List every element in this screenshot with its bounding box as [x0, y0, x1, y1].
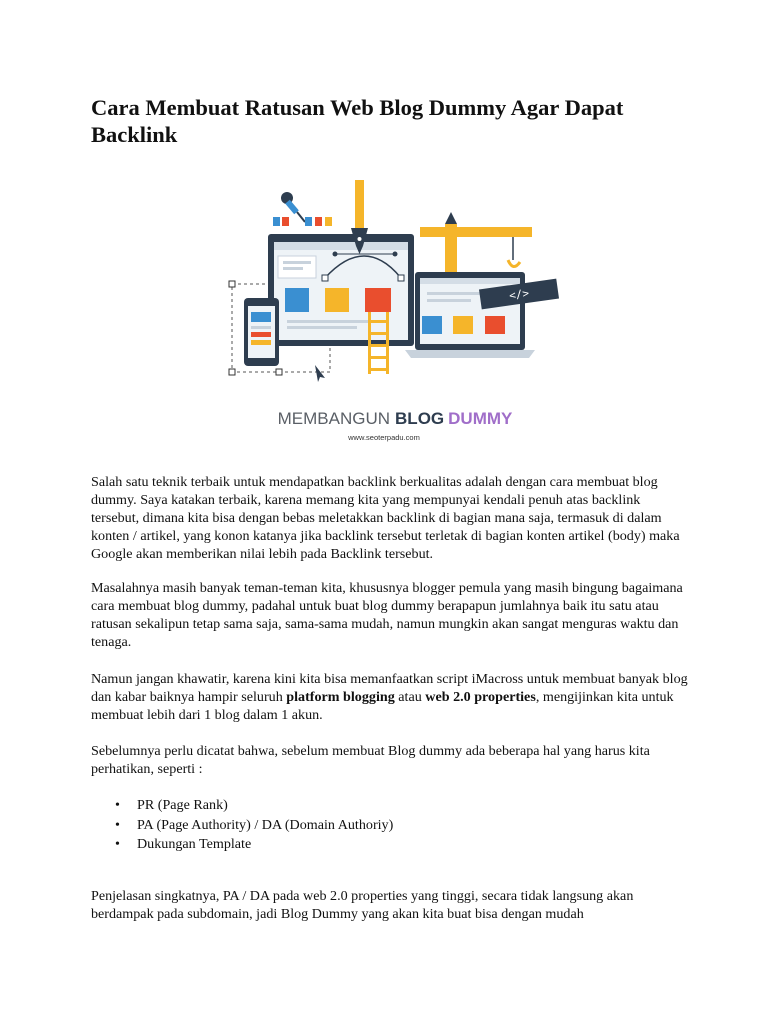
bullet: • — [115, 797, 120, 813]
article-title: Cara Membuat Ratusan Web Blog Dummy Agar Dapat Backlink — [91, 95, 624, 147]
bullet: • — [115, 816, 120, 833]
list-item: • PA (Page Authority) / DA (Domain Authoriy) — [91, 816, 393, 836]
yellow-block — [325, 288, 349, 312]
paragraph-5: Penjelasan singkatnya, PA / DA pada web 2.0 properties yang tinggi, secara tidak langsung akan berdampak pada subdomain, jadi Blog Dummy yang akan kita buat bisa dengan mudah — [91, 888, 634, 922]
brand-logo-text: MEMBANGUN BLOG DUMMY — [277, 409, 513, 428]
bullet: • — [115, 836, 120, 852]
pen-tool-icon — [355, 180, 364, 230]
blue-block — [285, 288, 309, 312]
blog-dummy-illustration — [215, 172, 575, 447]
requirements-list — [91, 796, 393, 855]
cursor-icon — [315, 365, 325, 382]
paragraph-1: Salah satu teknik terbaik untuk mendapatkan backlink berkualitas adalah dengan cara membuat blog dummy. Saya katakan terbaik, karena memang kita yang mempunyai kendali penuh atas backlink tersebut, dimana kita bisa dengan bebas meletakkan backlink di bagian mana saja, termasuk di dalam konten / artikel, yang konon katanya jika backlink tersebut terletak di bagian konten artikel (body) maka Google akan memberikan nilai lebih pada Backlink tersebut. — [91, 474, 680, 562]
bold-web20-properties: web 2.0 properties — [425, 689, 536, 705]
paragraph-3: Namun jangan khawatir, karena kini kita bisa memanfaatkan script iMacross untuk membuat banyak blog dan kabar baiknya hampir seluruh platform blogging atau web 2.0 properties, mengijinkan kita untuk membuat lebih dari 1 blog dalam 1 akun. — [91, 671, 688, 723]
list-item: • Dukungan Template — [91, 835, 393, 855]
brand-url: www.seoterpadu.com — [348, 433, 420, 442]
paragraph-4: Sebelumnya perlu dicatat bahwa, sebelum membuat Blog dummy ada beberapa hal yang harus kita perhatikan, seperti : — [91, 743, 650, 777]
svg-text:</>: </> — [508, 286, 530, 303]
paragraph-2: Masalahnya masih banyak teman-teman kita, khususnya blogger pemula yang masih bingung bagaimana cara membuat blog dummy, padahal untuk buat blog dummy berapapun jumlahnya baik itu satu atau ratusan sekalipun tetap sama saja, sama-sama mudah, namun mungkin akan sangat menguras waktu dan tenaga. — [91, 580, 683, 650]
red-block — [365, 288, 391, 312]
bold-platform-blogging: platform blogging — [286, 689, 395, 705]
list-item: • PR (Page Rank) — [91, 796, 393, 816]
